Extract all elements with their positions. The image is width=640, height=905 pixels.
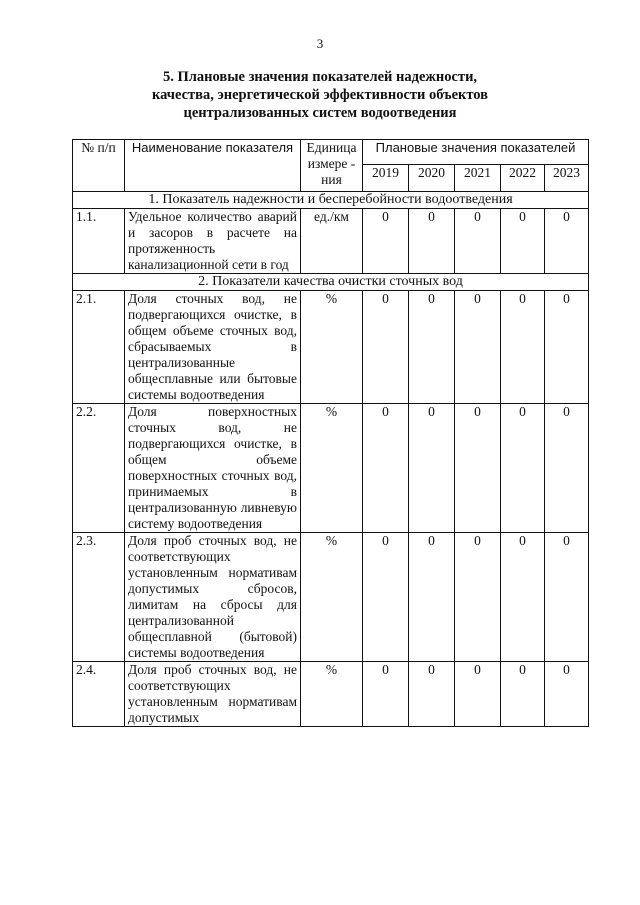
row-name: Доля проб сточных вод, не соответствующих установленным нормативам допустимых сбросов, лимитам на сбросы для централизованной общесплавной (бытовой) системы водоотведения [125, 533, 301, 662]
row-value-2021: 0 [455, 209, 501, 274]
row-num: 2.1. [73, 291, 125, 404]
row-value-2021: 0 [455, 291, 501, 404]
section-title: 2. Показатели качества очистки сточных вод [73, 274, 589, 291]
row-value-2023: 0 [545, 404, 589, 533]
row-value-2022: 0 [501, 662, 545, 727]
row-value-2020: 0 [409, 662, 455, 727]
heading-line: централизованных систем водоотведения [183, 105, 457, 121]
row-name: Доля поверхностных сточных вод, не подвергающихся очистке, в общем объеме поверхностных сточных вод, принимаемых в централизованную ливневую систему водоотведения [125, 404, 301, 533]
header-unit: Единица измере - ния [301, 140, 363, 192]
indicators-table [72, 139, 589, 727]
row-unit: % [301, 291, 363, 404]
row-unit: ед./км [301, 209, 363, 274]
row-value-2022: 0 [501, 533, 545, 662]
heading-line: 5. Плановые значения показателей надежности, [162, 69, 478, 85]
row-value-2023: 0 [545, 662, 589, 727]
row-value-2020: 0 [409, 291, 455, 404]
row-value-2020: 0 [409, 404, 455, 533]
section-row [73, 274, 589, 291]
row-value-2019: 0 [363, 209, 409, 274]
row-value-2019: 0 [363, 291, 409, 404]
row-value-2022: 0 [501, 291, 545, 404]
row-value-2021: 0 [455, 533, 501, 662]
header-year: 2020 [409, 165, 455, 192]
row-value-2019: 0 [363, 404, 409, 533]
heading-line: качества, энергетической эффективности объектов [151, 87, 489, 103]
header-year: 2023 [545, 165, 589, 192]
row-num: 2.3. [73, 533, 125, 662]
row-value-2023: 0 [545, 533, 589, 662]
row-unit: % [301, 533, 363, 662]
row-num: 2.4. [73, 662, 125, 727]
table-row [73, 209, 589, 274]
row-num: 2.2. [73, 404, 125, 533]
table-row [73, 662, 589, 727]
row-name: Доля сточных вод, не подвергающихся очистке, в общем объеме сточных вод, сбрасываемых в централизованные общесплавные или бытовые системы водоотведения [125, 291, 301, 404]
header-num: № п/п [73, 140, 125, 192]
table-row [73, 291, 589, 404]
header-year: 2022 [501, 165, 545, 192]
table-row [73, 404, 589, 533]
row-name: Доля проб сточных вод, не соответствующих установленным нормативам допустимых [125, 662, 301, 727]
row-value-2022: 0 [501, 209, 545, 274]
header-year: 2019 [363, 165, 409, 192]
row-value-2021: 0 [455, 404, 501, 533]
row-name: Удельное количество аварий и засоров в расчете на протяженность канализационной сети в год [125, 209, 301, 274]
row-unit: % [301, 662, 363, 727]
table-row [73, 533, 589, 662]
row-value-2020: 0 [409, 533, 455, 662]
page-number: 3 [316, 36, 324, 51]
header-name: Наименование показателя [125, 140, 301, 192]
document-heading [60, 68, 580, 122]
row-value-2023: 0 [545, 291, 589, 404]
row-value-2021: 0 [455, 662, 501, 727]
row-value-2023: 0 [545, 209, 589, 274]
header-year: 2021 [455, 165, 501, 192]
header-planned-values: Плановые значения показателей [363, 140, 589, 165]
row-value-2019: 0 [363, 533, 409, 662]
section-title: 1. Показатель надежности и бесперебойности водоотведения [73, 192, 589, 209]
section-row [73, 192, 589, 209]
row-value-2019: 0 [363, 662, 409, 727]
row-value-2022: 0 [501, 404, 545, 533]
row-value-2020: 0 [409, 209, 455, 274]
row-unit: % [301, 404, 363, 533]
row-num: 1.1. [73, 209, 125, 274]
